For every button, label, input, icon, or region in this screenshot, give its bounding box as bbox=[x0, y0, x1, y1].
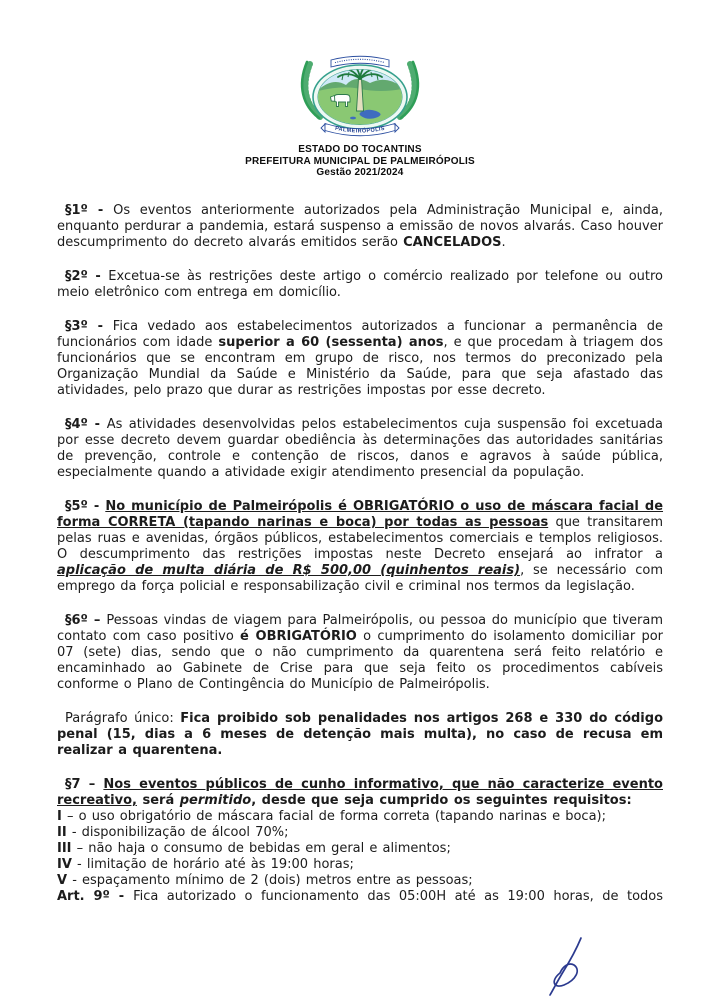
municipal-coat-of-arms-icon bbox=[285, 50, 435, 140]
header-term-line: Gestão 2021/2024 bbox=[316, 167, 404, 178]
header-state-line: ESTADO DO TOCANTINS bbox=[298, 144, 422, 155]
item-v: V - espaçamento mínimo de 2 (dois) metros entre as pessoas; bbox=[57, 873, 473, 888]
paragraph-unico: Parágrafo único: Fica proibido sob penalidades nos artigos 268 e 330 do código penal (15, dias a 6 meses de detenção mais multa), no caso de recusa em realizar a quarentena. bbox=[57, 711, 663, 758]
document-header bbox=[0, 50, 720, 179]
logo-lake-islet bbox=[350, 117, 356, 120]
paragraph-s4: §4º - As atividades desenvolvidas pelos estabelecimentos cuja suspensão foi excetuada por esse decreto devem guardar obediência às determinações das autoridades sanitárias de prevenção, controle e contenção de riscos, danos e agravos à saúde pública, especialmente quando a atividade exigir atendimento presencial da população. bbox=[57, 417, 663, 480]
item-iii: III – não haja o consumo de bebidas em geral e alimentos; bbox=[57, 841, 451, 856]
paragraph-s7: §7 – Nos eventos públicos de cunho informativo, que não caracterize evento recreativo, será permitido, desde que seja cumprido os seguintes requisitos: bbox=[57, 777, 663, 808]
logo-ribbon-label: PALMEIRÓPOLIS bbox=[334, 125, 386, 135]
paragraph-s3: §3º - Fica vedado aos estabelecimentos autorizados a funcionar a permanência de funcionários com idade superior a 60 (sessenta) anos, e que procedam à triagem dos funcionários que se encontram em grupo de risco, nos termos do preconizado pela Organização Mundial da Saúde e Ministério da Saúde, para que seja afastado das atividades, pelo prazo que durar as restrições impostas por esse decreto. bbox=[57, 319, 663, 398]
paragraph-s6: §6º – Pessoas vindas de viagem para Palmeirópolis, ou pessoa do município que tiveram contato com caso positivo é OBRIGATÓRIO o cumprimento do isolamento domiciliar por 07 (sete) dias, sendo que o não cumprimento da quarentena será feito relatório e encaminhado ao Gabinete de Crise para que seja feito os procedimentos cabíveis conforme o Plano de Contingência do Município de Palmeirópolis. bbox=[57, 613, 663, 692]
paragraph-s1: §1º - Os eventos anteriormente autorizados pela Administração Municipal e, ainda, enquanto perdurar a pandemia, estará suspenso a emissão de novos alvarás. Caso houver descumprimento do decreto alvarás emitidos serão CANCELADOS. bbox=[57, 203, 663, 250]
paragraph-s2: §2º - Excetua-se às restrições deste artigo o comércio realizado por telefone ou outro meio eletrônico com entrega em domicílio. bbox=[57, 269, 664, 300]
document-body bbox=[57, 203, 663, 905]
signature-mark bbox=[535, 934, 605, 998]
header-municipality-line: PREFEITURA MUNICIPAL DE PALMEIRÓPOLIS bbox=[245, 155, 475, 167]
article-9: Art. 9º - Fica autorizado o funcionamento das 05:00H até as 19:00 horas, de todos bbox=[57, 889, 663, 904]
paragraph-s5: §5º - No município de Palmeirópolis é OBRIGATÓRIO o uso de máscara facial de forma CORRETA (tapando narinas e boca) por todas as pessoas que transitarem pelas ruas e avenidas, órgãos públicos, estabelecimentos comerciais e templos religiosos. O descumprimento das restrições impostas neste Decreto ensejará ao infrator a aplicação de multa diária de R$ 500,00 (quinhentos reais), se necessário com emprego da força policial e responsabilização civil e criminal nos termos da legislação. bbox=[57, 499, 664, 594]
item-ii: II - disponibilização de álcool 70%; bbox=[57, 825, 289, 840]
item-iv: IV - limitação de horário até às 19:00 horas; bbox=[57, 857, 354, 872]
item-i: I – o uso obrigatório de máscara facial de forma correta (tapando narinas e boca); bbox=[57, 809, 606, 824]
